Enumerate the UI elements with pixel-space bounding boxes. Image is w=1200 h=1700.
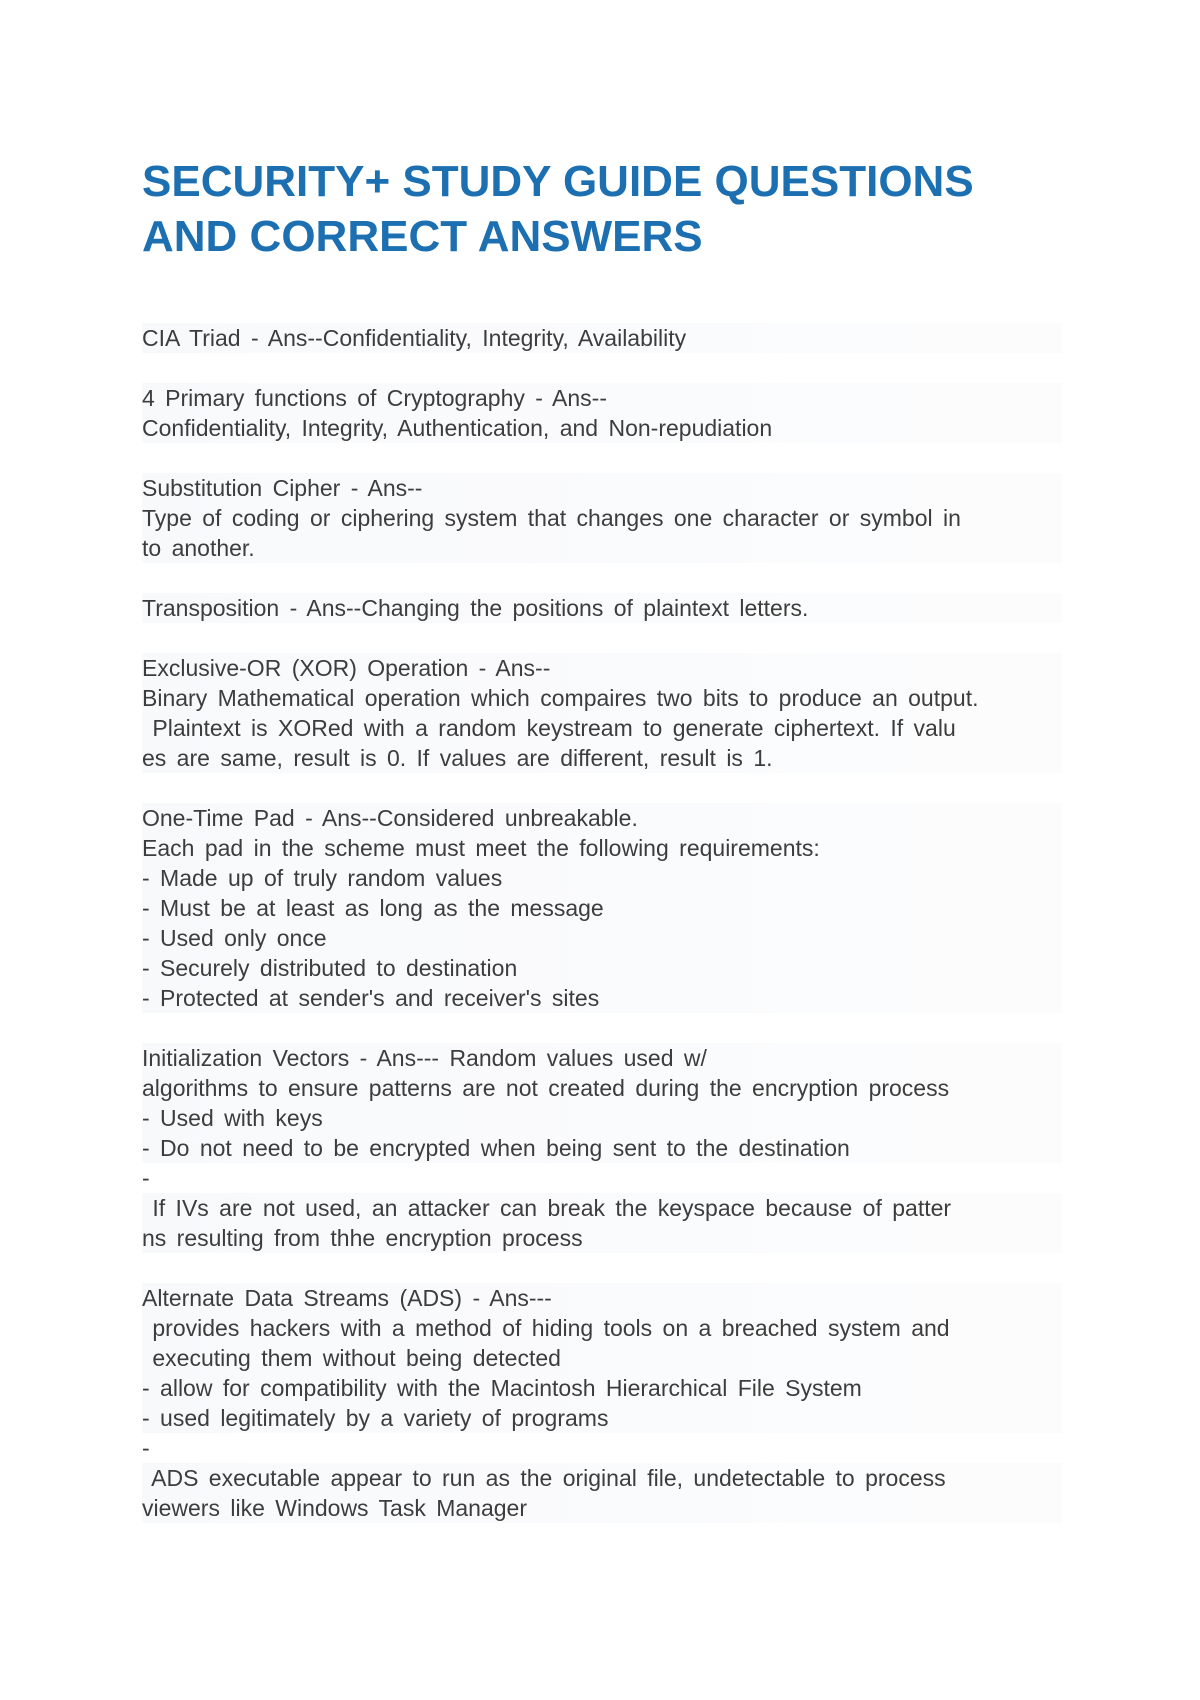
qa-line: - Used with keys [142,1103,1062,1133]
qa-line: 4 Primary functions of Cryptography - Ans-- [142,383,1062,413]
qa-entry [142,473,1062,563]
qa-line: es are same, result is 0. If values are different, result is 1. [142,743,1062,773]
qa-line: - Must be at least as long as the message [142,893,1062,923]
qa-line: - Protected at sender's and receiver's sites [142,983,1062,1013]
qa-line: Each pad in the scheme must meet the following requirements: [142,833,1062,863]
title-line-1: SECURITY+ STUDY GUIDE QUESTIONS [142,157,974,206]
qa-line: Exclusive-OR (XOR) Operation - Ans-- [142,653,1062,683]
qa-line: ADS executable appear to run as the original file, undetectable to process [142,1463,1062,1493]
qa-entry [142,383,1062,443]
qa-line: Binary Mathematical operation which compaires two bits to produce an output. [142,683,1062,713]
qa-line: - Made up of truly random values [142,863,1062,893]
qa-line: Substitution Cipher - Ans-- [142,473,1062,503]
qa-line: - Used only once [142,923,1062,953]
qa-line: CIA Triad - Ans--Confidentiality, Integrity, Availability [142,323,1062,353]
qa-line: Alternate Data Streams (ADS) - Ans--- [142,1283,1062,1313]
qa-entry [142,593,1062,623]
qa-entry [142,323,1062,353]
qa-line: executing them without being detected [142,1343,1062,1373]
qa-line: Type of coding or ciphering system that changes one character or symbol in [142,503,1062,533]
qa-entry [142,653,1062,773]
qa-line: viewers like Windows Task Manager [142,1493,1062,1523]
qa-line: Confidentiality, Integrity, Authentication, and Non-repudiation [142,413,1062,443]
qa-line: Initialization Vectors - Ans--- Random values used w/ [142,1043,1062,1073]
document-title [142,154,1102,264]
qa-line: - allow for compatibility with the Macintosh Hierarchical File System [142,1373,1062,1403]
qa-line: to another. [142,533,1062,563]
qa-line: - [142,1435,150,1461]
qa-line: Plaintext is XORed with a random keystream to generate ciphertext. If valu [142,713,1062,743]
qa-line: - Securely distributed to destination [142,953,1062,983]
title-line-2: AND CORRECT ANSWERS [142,212,703,261]
qa-line: algorithms to ensure patterns are not created during the encryption process [142,1073,1062,1103]
qa-list [142,323,1062,1523]
qa-line: provides hackers with a method of hiding tools on a breached system and [142,1313,1062,1343]
qa-entry [142,1043,1062,1253]
qa-entry [142,803,1062,1013]
qa-line: - [142,1165,150,1191]
qa-entry [142,1283,1062,1523]
qa-line: - Do not need to be encrypted when being sent to the destination [142,1133,1062,1163]
qa-line: If IVs are not used, an attacker can break the keyspace because of patter [142,1193,1062,1223]
qa-line: Transposition - Ans--Changing the positions of plaintext letters. [142,593,1062,623]
qa-line: ns resulting from thhe encryption process [142,1223,1062,1253]
qa-line: One-Time Pad - Ans--Considered unbreakable. [142,803,1062,833]
qa-line: - used legitimately by a variety of programs [142,1403,1062,1433]
